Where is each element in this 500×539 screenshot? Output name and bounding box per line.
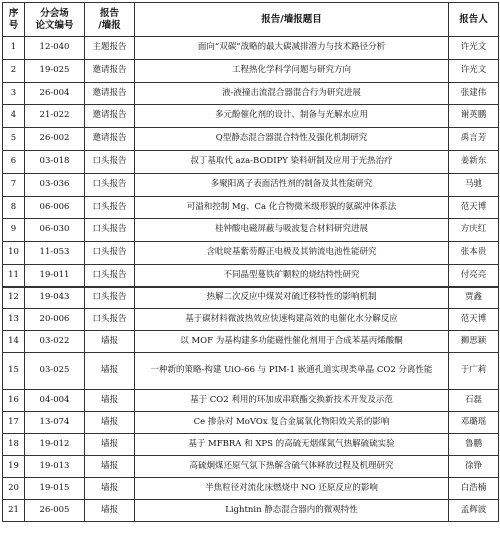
cell-type: 口头报告 bbox=[85, 264, 135, 287]
table-row bbox=[3, 82, 499, 105]
cell-index: 14 bbox=[3, 331, 25, 353]
cell-index: 21 bbox=[3, 500, 25, 522]
table-row bbox=[3, 287, 499, 309]
cell-index: 2 bbox=[3, 59, 25, 82]
cell-title: Lightnin 静态混合器内的微观特性 bbox=[135, 500, 449, 522]
header-speaker: 报告人 bbox=[449, 3, 499, 37]
cell-speaker: 白浩楠 bbox=[449, 478, 499, 500]
program-table-2 bbox=[2, 286, 499, 522]
header-type bbox=[85, 3, 135, 37]
cell-speaker: 于广莉 bbox=[449, 353, 499, 390]
cell-index: 9 bbox=[3, 219, 25, 242]
cell-speaker: 马驰 bbox=[449, 173, 499, 196]
cell-type: 口头报告 bbox=[85, 173, 135, 196]
cell-speaker: 许光文 bbox=[449, 37, 499, 60]
cell-paper-no: 19-012 bbox=[25, 434, 85, 456]
cell-title: 液-液撞击流混合器混合行为研究进展 bbox=[135, 82, 449, 105]
cell-type: 墙报 bbox=[85, 456, 135, 478]
table-row bbox=[3, 105, 499, 128]
cell-speaker: 付亮亮 bbox=[449, 264, 499, 287]
cell-title: 基于 CO2 利用的环加成串联酯交换新技术开发及示范 bbox=[135, 390, 449, 412]
cell-paper-no: 19-025 bbox=[25, 59, 85, 82]
cell-speaker: 许光文 bbox=[449, 59, 499, 82]
table-row bbox=[3, 37, 499, 60]
cell-paper-no: 21-022 bbox=[25, 105, 85, 128]
cell-title: 可溢和控制 Mg、Ca 化合物微米级形貌的氨碳冲体系法 bbox=[135, 196, 449, 219]
cell-title: 不同晶型蔓铁矿颗粒的烧结特性研究 bbox=[135, 264, 449, 287]
table-row bbox=[3, 150, 499, 173]
cell-index: 7 bbox=[3, 173, 25, 196]
cell-paper-no: 20-006 bbox=[25, 309, 85, 331]
cell-title: 含吡啶基紫芴醇正电极及其钠流电池性能研究 bbox=[135, 242, 449, 265]
cell-paper-no: 26-004 bbox=[25, 82, 85, 105]
cell-speaker: 徐铮 bbox=[449, 456, 499, 478]
cell-title: 叔丁基取代 aza-BODIPY 染料研制及应用于光热治疗 bbox=[135, 150, 449, 173]
table-row bbox=[3, 456, 499, 478]
cell-title: 一种新的策略-构建 UiO-66 与 PIM-1 嵌通孔道实现类单晶 CO2 分离性能 bbox=[135, 353, 449, 390]
cell-index: 6 bbox=[3, 150, 25, 173]
cell-title: 热解二次反应中煤炭对硫迁移特性的影响机制 bbox=[135, 287, 449, 309]
cell-type: 邀请报告 bbox=[85, 128, 135, 151]
cell-title: 以 MOF 为基构建多功能磁性催化剂用于合成苯基丙烯酸酮 bbox=[135, 331, 449, 353]
cell-type: 主题报告 bbox=[85, 37, 135, 60]
cell-type: 口头报告 bbox=[85, 150, 135, 173]
cell-type: 口头报告 bbox=[85, 196, 135, 219]
cell-index: 1 bbox=[3, 37, 25, 60]
cell-speaker: 方庆红 bbox=[449, 219, 499, 242]
cell-speaker: 张本贵 bbox=[449, 242, 499, 265]
cell-paper-no: 11-053 bbox=[25, 242, 85, 265]
cell-title: 半焦粒径对流化床燃烧中 NO 还原反应的影响 bbox=[135, 478, 449, 500]
cell-type: 墙报 bbox=[85, 353, 135, 390]
table-row bbox=[3, 478, 499, 500]
cell-index: 3 bbox=[3, 82, 25, 105]
cell-index: 13 bbox=[3, 309, 25, 331]
cell-title: 高硫炯煤还原气氛下热解含硫气体释放过程及机理研究 bbox=[135, 456, 449, 478]
header-paper-no-text: 分会场 论文编号 bbox=[35, 8, 74, 31]
cell-paper-no: 03-025 bbox=[25, 353, 85, 390]
cell-type: 墙报 bbox=[85, 390, 135, 412]
table-row bbox=[3, 196, 499, 219]
cell-speaker: 鲁鹏 bbox=[449, 434, 499, 456]
table-2-body bbox=[3, 287, 499, 522]
cell-speaker: 姜新东 bbox=[449, 150, 499, 173]
table-row bbox=[3, 412, 499, 434]
cell-index: 20 bbox=[3, 478, 25, 500]
table-header-row bbox=[3, 3, 499, 37]
table-row bbox=[3, 309, 499, 331]
cell-speaker: 谢英鹏 bbox=[449, 105, 499, 128]
cell-paper-no: 19-011 bbox=[25, 264, 85, 287]
cell-paper-no: 03-036 bbox=[25, 173, 85, 196]
cell-speaker: 贾鑫 bbox=[449, 287, 499, 309]
header-title: 报告/墙报题目 bbox=[135, 3, 449, 37]
cell-paper-no: 12-040 bbox=[25, 37, 85, 60]
cell-type: 墙报 bbox=[85, 331, 135, 353]
table-row bbox=[3, 264, 499, 287]
table-row bbox=[3, 173, 499, 196]
header-type-text: 报告 /墙报 bbox=[98, 8, 121, 31]
cell-title: Ce 掺杂对 MoVOx 复合金属氧化物阳效关系的影响 bbox=[135, 412, 449, 434]
cell-index: 19 bbox=[3, 456, 25, 478]
cell-paper-no: 06-006 bbox=[25, 196, 85, 219]
cell-type: 口头报告 bbox=[85, 242, 135, 265]
cell-index: 17 bbox=[3, 412, 25, 434]
table-row bbox=[3, 434, 499, 456]
cell-index: 8 bbox=[3, 196, 25, 219]
cell-type: 墙报 bbox=[85, 500, 135, 522]
cell-type: 邀请报告 bbox=[85, 59, 135, 82]
cell-index: 10 bbox=[3, 242, 25, 265]
header-index: 序号 bbox=[3, 3, 25, 37]
cell-title: Q型静态混合器混合特性及强化机制研究 bbox=[135, 128, 449, 151]
cell-type: 墙报 bbox=[85, 478, 135, 500]
cell-type: 口头报告 bbox=[85, 309, 135, 331]
cell-index: 15 bbox=[3, 353, 25, 390]
cell-paper-no: 13-074 bbox=[25, 412, 85, 434]
cell-index: 12 bbox=[3, 287, 25, 309]
cell-paper-no: 04-004 bbox=[25, 390, 85, 412]
table-row bbox=[3, 128, 499, 151]
cell-paper-no: 19-013 bbox=[25, 456, 85, 478]
cell-type: 墙报 bbox=[85, 412, 135, 434]
cell-title: 多元酚催化剂的设计、制备与光解水应用 bbox=[135, 105, 449, 128]
cell-index: 11 bbox=[3, 264, 25, 287]
table-row bbox=[3, 353, 499, 390]
table-row bbox=[3, 219, 499, 242]
cell-type: 邀请报告 bbox=[85, 82, 135, 105]
cell-speaker: 孟辉波 bbox=[449, 500, 499, 522]
cell-paper-no: 19-015 bbox=[25, 478, 85, 500]
cell-index: 5 bbox=[3, 128, 25, 151]
cell-index: 4 bbox=[3, 105, 25, 128]
cell-speaker: 范天博 bbox=[449, 196, 499, 219]
cell-paper-no: 06-030 bbox=[25, 219, 85, 242]
cell-speaker: 张建伟 bbox=[449, 82, 499, 105]
cell-index: 18 bbox=[3, 434, 25, 456]
cell-title: 工程热化学科学问题与研究方向 bbox=[135, 59, 449, 82]
cell-speaker: 石磊 bbox=[449, 390, 499, 412]
cell-paper-no: 26-005 bbox=[25, 500, 85, 522]
cell-paper-no: 03-022 bbox=[25, 331, 85, 353]
cell-type: 墙报 bbox=[85, 434, 135, 456]
header-paper-no bbox=[25, 3, 85, 37]
cell-title: 桂钟酸电磁屏蔽与吸波复合材料研究进展 bbox=[135, 219, 449, 242]
cell-paper-no: 03-018 bbox=[25, 150, 85, 173]
table-row bbox=[3, 242, 499, 265]
cell-title: 多聚阳离子表面活性剂的制备及其性能研究 bbox=[135, 173, 449, 196]
table-1-body bbox=[3, 37, 499, 288]
cell-speaker: 狮思颖 bbox=[449, 331, 499, 353]
cell-title: 基于碳材料微波热效应快速构建高效的电催化水分解反应 bbox=[135, 309, 449, 331]
program-table-1 bbox=[2, 2, 499, 288]
cell-speaker: 禹言芳 bbox=[449, 128, 499, 151]
table-row bbox=[3, 331, 499, 353]
cell-type: 口头报告 bbox=[85, 287, 135, 309]
cell-paper-no: 26-002 bbox=[25, 128, 85, 151]
cell-paper-no: 19-043 bbox=[25, 287, 85, 309]
cell-type: 邀请报告 bbox=[85, 105, 135, 128]
cell-speaker: 范天博 bbox=[449, 309, 499, 331]
cell-title: 面向“双碳”战略的最大碳减排潜力与技术路径分析 bbox=[135, 37, 449, 60]
cell-type: 口头报告 bbox=[85, 219, 135, 242]
table-row bbox=[3, 59, 499, 82]
cell-index: 16 bbox=[3, 390, 25, 412]
cell-title: 基于 MFBRA 和 XPS 的高硫无烟煤氮气热解硫硫实验 bbox=[135, 434, 449, 456]
cell-speaker: 邓璐瑶 bbox=[449, 412, 499, 434]
table-row bbox=[3, 390, 499, 412]
table-row bbox=[3, 500, 499, 522]
